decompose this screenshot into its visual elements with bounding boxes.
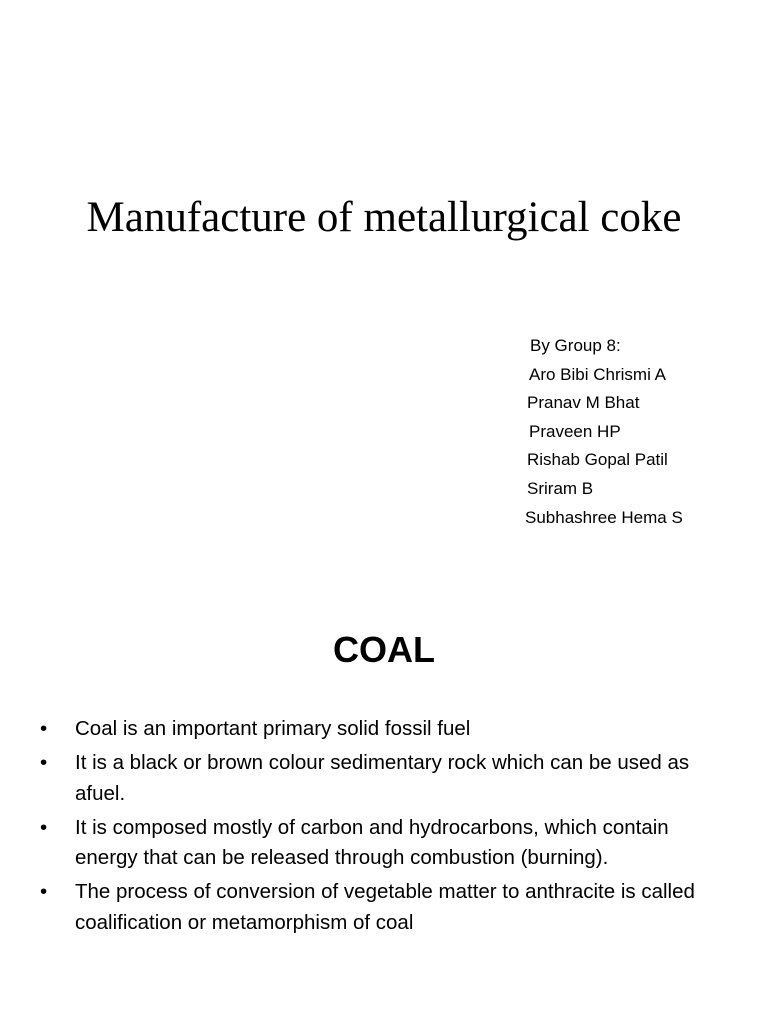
bullet-icon: •: [40, 880, 48, 903]
bullet-item: [40, 813, 730, 874]
author-list: [524, 332, 754, 532]
author-name: Subhashree Hema S: [525, 507, 683, 527]
bullet-icon: •: [40, 751, 48, 774]
presentation-title: Manufacture of metallurgical coke: [86, 194, 682, 241]
bullet-text: Coal is an important primary solid fossil fuel: [75, 717, 471, 740]
author-name: Praveen HP: [529, 421, 621, 441]
bullet-item: [40, 877, 730, 938]
author-name: Pranav M Bhat: [527, 393, 640, 413]
bullet-text: The process of conversion of vegetable matter to anthracite is called coalification or metamorphism of coal: [75, 880, 695, 934]
slide-heading: COAL: [333, 629, 435, 670]
author-name: Aro Bibi Chrismi A: [529, 364, 666, 384]
bullet-text: It is composed mostly of carbon and hydrocarbons, which contain energy that can be released through combustion (burning).: [75, 815, 669, 869]
bullet-icon: •: [40, 717, 48, 740]
bullet-text: It is a black or brown colour sedimentary rock which can be used as afuel.: [75, 751, 690, 805]
bullet-item: [40, 714, 730, 745]
author-name: Sriram B: [527, 478, 594, 498]
bullet-list: [40, 714, 730, 942]
author-name: Rishab Gopal Patil: [527, 450, 668, 470]
bullet-item: [40, 748, 730, 809]
bullet-icon: •: [40, 815, 48, 839]
group-label: By Group 8:: [530, 336, 621, 355]
slide-coal: [0, 576, 768, 1024]
